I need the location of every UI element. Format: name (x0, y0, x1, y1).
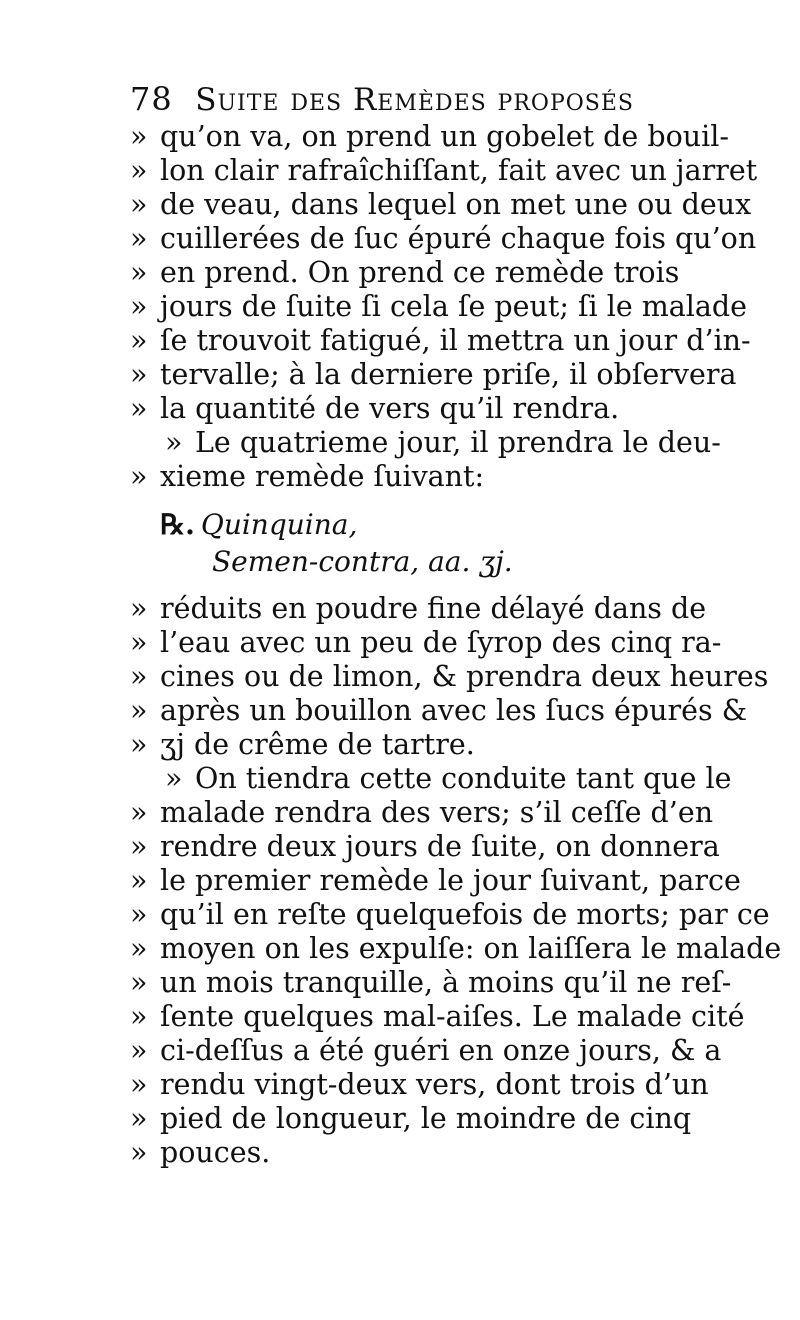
text-line: » le premier remède le jour ſuivant, parce (130, 864, 741, 897)
text-line: » un mois tranquille, à moins qu’il ne reſ- (130, 966, 732, 999)
running-title: Suite des Remèdes proposés (195, 82, 634, 118)
text-line: » rendre deux jours de ſuite, on donnera (130, 830, 720, 863)
text-line: » cuillerées de ſuc épuré chaque fois qu’on (130, 222, 757, 255)
text-line: » ſente quelques mal-aiſes. Le malade cité (130, 1000, 745, 1033)
text-line: » de veau, dans lequel on met une ou deux (130, 188, 752, 221)
text-line: » après un bouillon avec les ſucs épurés & (130, 694, 748, 727)
text-line: » xieme remède ſuivant: (130, 460, 485, 493)
text-line: » Le quatrieme jour, il prendra le deu- (165, 426, 721, 459)
text-line: » On tiendra cette conduite tant que le (165, 762, 732, 795)
text-line: » malade rendra des vers; s’il ceſſe d’en (130, 796, 714, 829)
text-line: » la quantité de vers qu’il rendra. (130, 392, 620, 425)
prescription-line-2: Semen-contra, aa. ʒj. (212, 545, 513, 578)
text-line: » pied de longueur, le moindre de cinq (130, 1102, 692, 1135)
text-line: » ʒj de crême de tartre. (130, 728, 475, 761)
text-line: » tervalle; à la derniere priſe, il obſervera (130, 358, 737, 391)
text-line: » moyen on les expulſe: on laiſſera le malade (130, 932, 782, 965)
text-line: » réduits en poudre fine délayé dans de (130, 592, 707, 625)
page-number: 78 (130, 80, 173, 118)
text-line: » jours de ſuite ſi cela ſe peut; ſi le malade (130, 290, 747, 323)
text-line: » qu’on va, on prend un gobelet de bouil- (130, 120, 729, 153)
text-line: » cines ou de limon, & prendra deux heures (130, 660, 769, 693)
text-line: » ſe trouvoit fatigué, il mettra un jour d’in- (130, 324, 751, 357)
text-line: » en prend. On prend ce remède trois (130, 256, 680, 289)
text-line: » pouces. (130, 1136, 271, 1169)
running-header (130, 80, 670, 120)
text-line: » l’eau avec un peu de ſyrop des cinq ra- (130, 626, 722, 659)
prescription-line-1: ℞. Quinquina, (160, 508, 358, 541)
text-line: » qu’il en reſte quelquefois de morts; par ce (130, 898, 770, 931)
recipe-symbol: ℞. (160, 508, 195, 541)
text-line: » ci-deſſus a été guéri en onze jours, & a (130, 1034, 722, 1067)
text-line: » lon clair rafraîchiſſant, fait avec un jarret (130, 154, 758, 187)
text-line: » rendu vingt-deux vers, dont trois d’un (130, 1068, 709, 1101)
